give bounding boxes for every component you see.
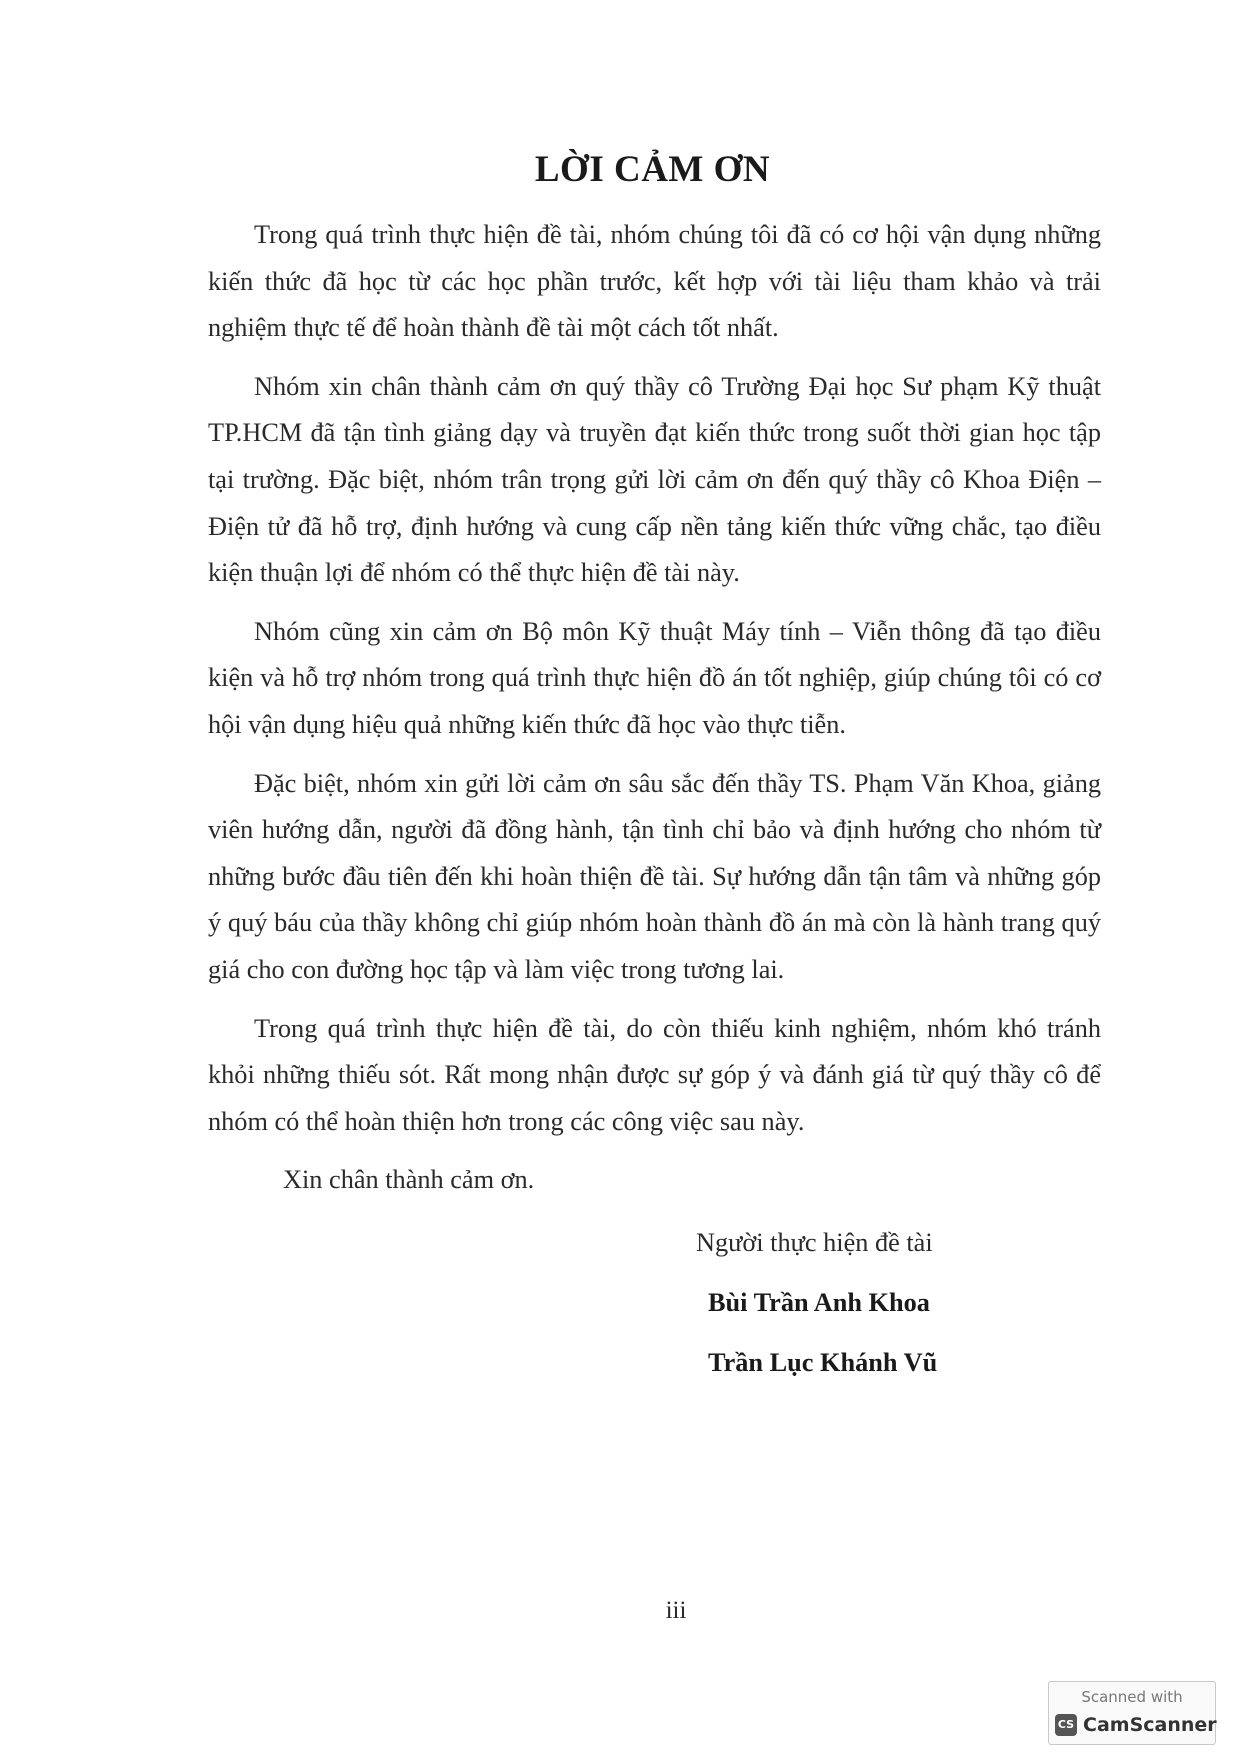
- camscanner-watermark: [1048, 1681, 1216, 1745]
- watermark-caption: Scanned with: [1081, 1688, 1183, 1706]
- acknowledgement-body: [208, 212, 1101, 1216]
- paragraph-2: Nhóm xin chân thành cảm ơn quý thầy cô Trường Đại học Sư phạm Kỹ thuật TP.HCM đã tận tình giảng dạy và truyền đạt kiến thức trong suốt thời gian học tập tại trường. Đặc biệt, nhóm trân trọng gửi lời cảm ơn đến quý thầy cô Khoa Điện – Điện tử đã hỗ trợ, định hướng và cung cấp nền tảng kiến thức vững chắc, tạo điều kiện thuận lợi để nhóm có thể thực hiện đề tài này.: [208, 371, 1101, 588]
- watermark-brand: CamScanner: [1083, 1714, 1217, 1736]
- paragraph-5: Trong quá trình thực hiện đề tài, do còn thiếu kinh nghiệm, nhóm khó tránh khỏi những thiếu sót. Rất mong nhận được sự góp ý và đánh giá từ quý thầy cô để nhóm có thể hoàn thiện hơn trong các công việc sau này.: [208, 1013, 1101, 1136]
- signature-role: Người thực hiện đề tài: [696, 1228, 933, 1257]
- signature-block: [696, 1228, 937, 1408]
- page-number: iii: [665, 1597, 687, 1624]
- author-name-1: Bùi Trần Anh Khoa: [708, 1288, 930, 1317]
- author-name-2: Trần Lục Khánh Vũ: [708, 1348, 938, 1377]
- paragraph-4: Đặc biệt, nhóm xin gửi lời cảm ơn sâu sắc đến thầy TS. Phạm Văn Khoa, giảng viên hướng dẫn, người đã đồng hành, tận tình chỉ bảo và định hướng cho nhóm từ những bước đầu tiên đến khi hoàn thiện đề tài. Sự hướng dẫn tận tâm và những góp ý quý báu của thầy không chỉ giúp nhóm hoàn thành đồ án mà còn là hành trang quý giá cho con đường học tập và làm việc trong tương lai.: [208, 768, 1101, 984]
- paragraph-3: Nhóm cũng xin cảm ơn Bộ môn Kỹ thuật Máy tính – Viễn thông đã tạo điều kiện và hỗ trợ nhóm trong quá trình thực hiện đồ án tốt nghiệp, giúp chúng tôi có cơ hội vận dụng hiệu quả những kiến thức đã học vào thực tiễn.: [208, 616, 1101, 739]
- closing-line: Xin chân thành cảm ơn.: [283, 1165, 535, 1195]
- camscanner-logo-icon: CS: [1055, 1714, 1077, 1736]
- paragraph-1: Trong quá trình thực hiện đề tài, nhóm chúng tôi đã có cơ hội vận dụng những kiến thức đã học từ các học phần trước, kết hợp với tài liệu tham khảo và trải nghiệm thực tế để hoàn thành đề tài một cách tốt nhất.: [208, 220, 1101, 343]
- page-title: LỜI CẢM ƠN: [534, 149, 771, 190]
